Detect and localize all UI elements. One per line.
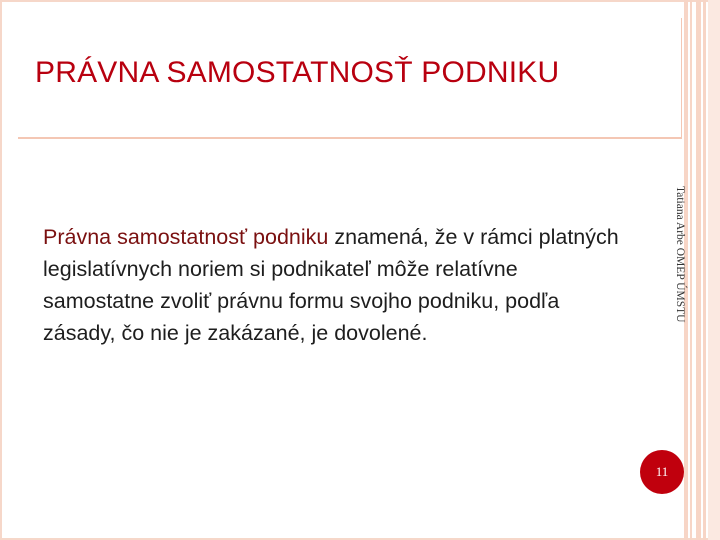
slide-body (43, 221, 628, 349)
decorative-bar (708, 0, 720, 540)
body-highlight: Právna samostatnosť podniku (43, 225, 329, 249)
title-divider (18, 138, 682, 139)
page-number-badge (640, 450, 684, 494)
footer-author: Tatiana Arbe OMEP ÚMSTU (674, 186, 686, 323)
slide-title: PRÁVNA SAMOSTATNOSŤ PODNIKU (35, 56, 560, 89)
slide-border-left (0, 0, 2, 540)
page-number: 11 (655, 464, 669, 479)
body-text: znamená, že v rámci platných legislatívnych noriem si podnikateľ môže relatívne samostatne zvoliť právnu formu svojho podniku, podľa zásady, čo nie je zakázané, je dovolené. (43, 225, 619, 345)
decorative-bar (703, 0, 706, 540)
decorative-bar (696, 0, 701, 540)
slide-border-top (0, 0, 720, 2)
decorative-bar (690, 0, 692, 540)
